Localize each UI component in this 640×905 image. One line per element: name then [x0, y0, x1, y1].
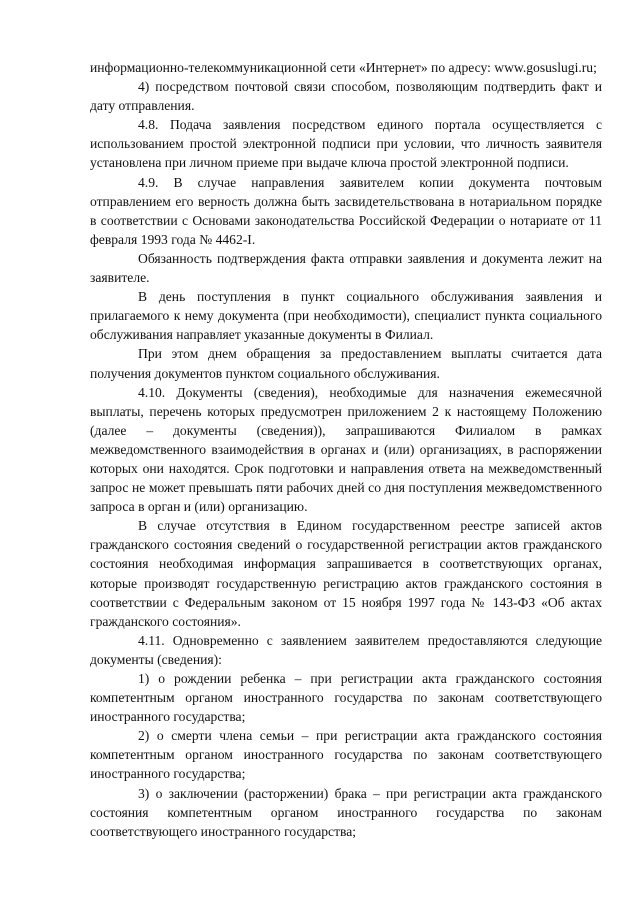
paragraph-postal-delivery: 4) посредством почтовой связи способом, позволяющим подтвердить факт и дату отправления.	[90, 79, 602, 114]
list-item-death: 2) о смерти члена семьи – при регистрации акта гражданского состояния компетентным органом иностранного государства по законам соответствующего иностранного государства;	[90, 728, 602, 782]
paragraph-4-9: 4.9. В случае направления заявителем копии документа почтовым отправлением его верность должна быть засвидетельствована в нотариальном порядке в соответствии с Основами законодательства Российской Федерации о нотариате от 11 февраля 1993 года № 4462-I.	[90, 174, 602, 247]
document-page	[90, 58, 602, 841]
list-item-marriage: 3) о заключении (расторжении) брака – при регистрации акта гражданского состояния компетентным органом иностранного государства по законам соответствующего иностранного государства;	[90, 785, 602, 839]
paragraph-social-service-day: В день поступления в пункт социального обслуживания заявления и прилагаемого к нему документа (при необходимости), специалист пункта социального обслуживания направляет указанные документы в Филиал.	[90, 289, 602, 343]
paragraph-obligation: Обязанность подтверждения факта отправки заявления и документа лежит на заявителе.	[90, 250, 602, 286]
paragraph-4-11: 4.11. Одновременно с заявлением заявителем предоставляются следующие документы (сведения):	[90, 632, 602, 667]
paragraph-gosuslugi-address: информационно-телекоммуникационной сети «Интернет» по адресу: www.gosuslugi.ru;	[90, 60, 597, 75]
paragraph-application-date: При этом днем обращения за предоставлением выплаты считается дата получения документов пунктом социального обслуживания.	[90, 346, 602, 381]
paragraph-civil-registry: В случае отсутствия в Едином государственном реестре записей актов гражданского состояния сведений о государственной регистрации актов гражданского состояния необходимая информация запрашивается в соответствующих органах, которые производят государственную регистрацию актов гражданского состояния в соответствии с Федеральным законом от 15 ноября 1997 года № 143-ФЗ «Об актах гражданского состояния».	[90, 518, 602, 629]
list-item-birth: 1) о рождении ребенка – при регистрации акта гражданского состояния компетентным органом иностранного государства по законам соответствующего иностранного государства;	[90, 671, 602, 725]
paragraph-4-8: 4.8. Подача заявления посредством единого портала осуществляется с использованием простой электронной подписи при условии, что личность заявителя установлена при личном приеме при выдаче ключа простой электронной подписи.	[90, 117, 602, 171]
paragraph-4-10: 4.10. Документы (сведения), необходимые для назначения ежемесячной выплаты, перечень которых предусмотрен приложением 2 к настоящему Положению (далее – документы (сведения)), запрашиваются Филиалом в рамках межведомственного взаимодействия в органах и (или) организациях, в распоряжении которых они находятся. Срок подготовки и направления ответа на межведомственный запрос не может превышать пяти рабочих дней со дня поступления межведомственного запроса в орган и (или) организацию.	[90, 384, 602, 515]
